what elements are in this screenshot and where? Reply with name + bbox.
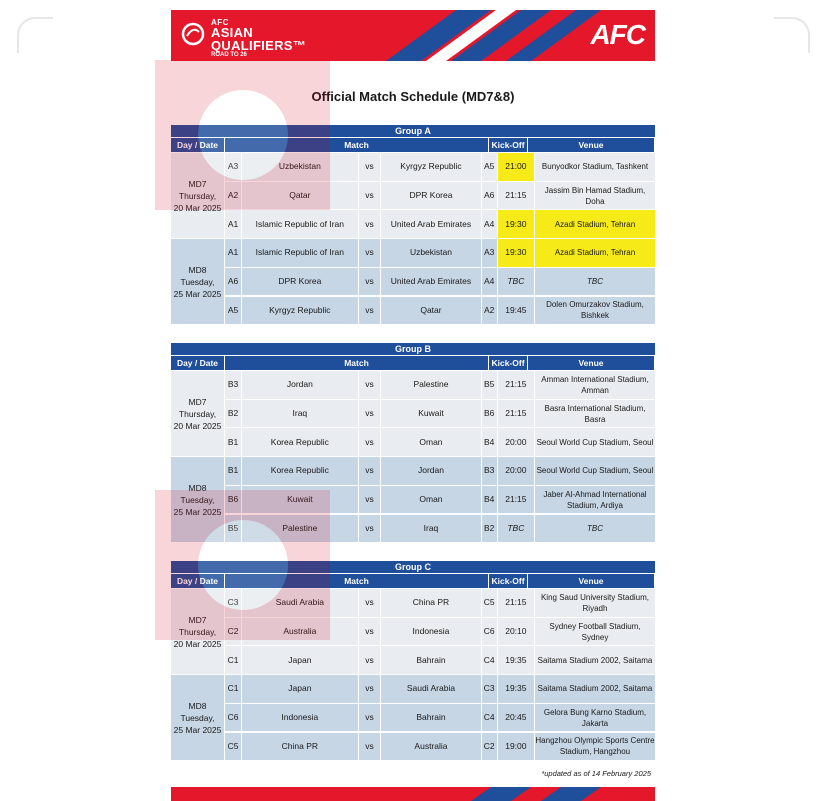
asian-qualifiers-label (211, 26, 306, 52)
table-row (225, 400, 655, 428)
team1-code: C6 (225, 704, 241, 732)
table-row (225, 210, 655, 238)
team1-name: Qatar (242, 182, 357, 210)
table-row (225, 618, 655, 646)
team2-code: B2 (482, 515, 497, 543)
table-row (225, 268, 655, 296)
kickoff-time: 19:00 (498, 733, 534, 761)
kickoff-time: 19:30 (498, 239, 534, 267)
afc-small-label: AFC (211, 18, 229, 27)
matchday-block (171, 153, 224, 238)
team2-code: C3 (482, 675, 497, 703)
matchday-date: 20 Mar 2025 (173, 420, 222, 431)
team1-name: Iraq (242, 400, 357, 428)
group-header: Group A (171, 125, 655, 137)
title-line-1: ASIAN (211, 25, 253, 40)
team2-code: B6 (482, 400, 497, 428)
team2-name: Iraq (381, 515, 480, 543)
venue-name: Azadi Stadium, Tehran (535, 210, 655, 238)
kickoff-time: 21:15 (498, 486, 534, 514)
team1-code: A1 (225, 210, 241, 238)
kickoff-time: 19:35 (498, 675, 534, 703)
vs-label: vs (359, 182, 381, 210)
team1-name: DPR Korea (242, 268, 357, 296)
matchday-day: Tuesday, (180, 276, 215, 287)
match-rows (171, 588, 655, 760)
matchday-block (171, 675, 224, 760)
matchday-md: MD7 (188, 178, 207, 189)
team2-name: Jordan (381, 457, 480, 485)
team2-code: B4 (482, 486, 497, 514)
kickoff-time: 21:15 (498, 400, 534, 428)
team2-code: C2 (482, 733, 497, 761)
venue-name: Seoul World Cup Stadium, Seoul (535, 428, 655, 456)
column-headers (171, 574, 655, 588)
table-row (225, 515, 655, 543)
team2-code: A5 (482, 153, 497, 181)
team2-code: C4 (482, 704, 497, 732)
table-row (225, 675, 655, 703)
team1-code: B1 (225, 457, 241, 485)
team2-code: C5 (482, 589, 497, 617)
team2-code: A6 (482, 182, 497, 210)
team2-code: B4 (482, 428, 497, 456)
team2-code: A4 (482, 268, 497, 296)
column-headers (171, 356, 655, 370)
team1-code: A5 (225, 297, 241, 325)
team2-code: A2 (482, 297, 497, 325)
venue-header: Venue (528, 574, 654, 588)
matchday-block (171, 371, 224, 456)
kickoff-time: 20:45 (498, 704, 534, 732)
vs-label: vs (359, 733, 381, 761)
team2-name: Qatar (381, 297, 480, 325)
kickoff-time: 20:10 (498, 618, 534, 646)
team1-name: Uzbekistan (242, 153, 357, 181)
team2-name: DPR Korea (381, 182, 480, 210)
kickoff-time: 19:35 (498, 646, 534, 674)
vs-label: vs (359, 268, 381, 296)
venue-name: King Saud University Stadium, Riyadh (535, 589, 655, 617)
matchday-day: Tuesday, (180, 712, 215, 723)
table-row (225, 371, 655, 399)
team2-name: Australia (381, 733, 480, 761)
venue-name: TBC (535, 515, 655, 543)
kickoff-header: Kick-Off (489, 356, 527, 370)
team2-name: Bahrain (381, 646, 480, 674)
team1-code: C1 (225, 646, 241, 674)
table-row (225, 486, 655, 514)
matchday-md: MD8 (188, 700, 207, 711)
team1-code: B1 (225, 428, 241, 456)
vs-label: vs (359, 371, 381, 399)
team2-name: United Arab Emirates (381, 268, 480, 296)
vs-label: vs (359, 486, 381, 514)
matchday-block (171, 589, 224, 674)
road-to-26-label: ROAD TO 26 (211, 52, 247, 58)
team1-name: Japan (242, 646, 357, 674)
matchday-date: 20 Mar 2025 (173, 638, 222, 649)
team1-name: Korea Republic (242, 457, 357, 485)
match-rows (171, 152, 655, 324)
group-header: Group C (171, 561, 655, 573)
team1-name: Islamic Republic of Iran (242, 210, 357, 238)
team1-name: Indonesia (242, 704, 357, 732)
venue-name: Saitama Stadium 2002, Saitama (535, 646, 655, 674)
venue-header: Venue (528, 356, 654, 370)
venue-name: Azadi Stadium, Tehran (535, 239, 655, 267)
team1-name: Saudi Arabia (242, 589, 357, 617)
team2-code: C4 (482, 646, 497, 674)
table-row (225, 239, 655, 267)
team1-code: B6 (225, 486, 241, 514)
team2-name: Bahrain (381, 704, 480, 732)
matchday-date: 25 Mar 2025 (173, 288, 222, 299)
team1-code: C1 (225, 675, 241, 703)
vs-label: vs (359, 675, 381, 703)
venue-name: TBC (535, 268, 655, 296)
team1-name: Australia (242, 618, 357, 646)
vs-label: vs (359, 515, 381, 543)
day-date-header: Day / Date (171, 574, 224, 588)
venue-name: Seoul World Cup Stadium, Seoul (535, 457, 655, 485)
team2-name: Kuwait (381, 400, 480, 428)
table-row (225, 704, 655, 732)
venue-name: Basra International Stadium, Basra (535, 400, 655, 428)
column-headers (171, 138, 655, 152)
table-row (225, 153, 655, 181)
venue-name: Jaber Al-Ahmad International Stadium, Ardiya (535, 486, 655, 514)
vs-label: vs (359, 400, 381, 428)
matchday-date: 25 Mar 2025 (173, 506, 222, 517)
team2-code: B3 (482, 457, 497, 485)
vs-label: vs (359, 704, 381, 732)
vs-label: vs (359, 210, 381, 238)
team1-code: B5 (225, 515, 241, 543)
schedule-document (171, 0, 655, 799)
group-table (171, 561, 655, 760)
document-title: Official Match Schedule (MD7&8) (311, 89, 515, 104)
matchday-block (171, 457, 224, 542)
team2-code: B5 (482, 371, 497, 399)
team1-code: B3 (225, 371, 241, 399)
team1-name: Korea Republic (242, 428, 357, 456)
team2-code: A4 (482, 210, 497, 238)
team1-code: C3 (225, 589, 241, 617)
day-date-header: Day / Date (171, 138, 224, 152)
frame-corner-top-right (774, 17, 810, 53)
footnote: *updated as of 14 February 2025 (541, 769, 651, 778)
kickoff-time: 21:00 (498, 153, 534, 181)
table-row (225, 589, 655, 617)
team1-code: A6 (225, 268, 241, 296)
title-line-2: QUALIFIERS™ (211, 38, 307, 53)
kickoff-time: 19:30 (498, 210, 534, 238)
vs-label: vs (359, 428, 381, 456)
table-row (225, 646, 655, 674)
venue-name: Amman International Stadium, Amman (535, 371, 655, 399)
kickoff-time: TBC (498, 268, 534, 296)
team2-code: A3 (482, 239, 497, 267)
kickoff-time: 19:45 (498, 297, 534, 325)
team1-name: Kuwait (242, 486, 357, 514)
day-date-header: Day / Date (171, 356, 224, 370)
kickoff-header: Kick-Off (489, 138, 527, 152)
vs-label: vs (359, 646, 381, 674)
matchday-md: MD7 (188, 614, 207, 625)
team1-name: Palestine (242, 515, 357, 543)
venue-name: Sydney Football Stadium, Sydney (535, 618, 655, 646)
team2-name: Kyrgyz Republic (381, 153, 480, 181)
team1-name: Islamic Republic of Iran (242, 239, 357, 267)
venue-header: Venue (528, 138, 654, 152)
table-row (225, 182, 655, 210)
group-table (171, 125, 655, 324)
vs-label: vs (359, 153, 381, 181)
team1-name: Jordan (242, 371, 357, 399)
venue-name: Hangzhou Olympic Sports Centre Stadium, Hangzhou (535, 733, 655, 761)
matchday-day: Thursday, (178, 626, 217, 637)
kickoff-time: 21:15 (498, 589, 534, 617)
matchday-day: Tuesday, (180, 494, 215, 505)
team1-code: A3 (225, 153, 241, 181)
vs-label: vs (359, 239, 381, 267)
kickoff-time: 20:00 (498, 428, 534, 456)
venue-name: Bunyodkor Stadium, Tashkent (535, 153, 655, 181)
team1-code: A2 (225, 182, 241, 210)
match-header: Match (225, 574, 488, 588)
kickoff-time: 21:15 (498, 371, 534, 399)
matchday-day: Thursday, (178, 190, 217, 201)
kickoff-time: 20:00 (498, 457, 534, 485)
matchday-block (171, 239, 224, 324)
match-rows (171, 370, 655, 542)
matchday-md: MD8 (188, 482, 207, 493)
team2-name: Uzbekistan (381, 239, 480, 267)
team2-code: C6 (482, 618, 497, 646)
match-header: Match (225, 138, 488, 152)
matchday-md: MD7 (188, 396, 207, 407)
afc-banner (171, 10, 655, 61)
team1-name: China PR (242, 733, 357, 761)
team2-name: Saudi Arabia (381, 675, 480, 703)
venue-name: Saitama Stadium 2002, Saitama (535, 675, 655, 703)
matchday-md: MD8 (188, 264, 207, 275)
team1-code: C2 (225, 618, 241, 646)
matchday-date: 25 Mar 2025 (173, 724, 222, 735)
vs-label: vs (359, 457, 381, 485)
table-row (225, 457, 655, 485)
venue-name: Dolen Omurzakov Stadium, Bishkek (535, 297, 655, 325)
venue-name: Jassim Bin Hamad Stadium, Doha (535, 182, 655, 210)
vs-label: vs (359, 618, 381, 646)
kickoff-time: 21:15 (498, 182, 534, 210)
group-header: Group B (171, 343, 655, 355)
afc-logo: AFC (590, 19, 645, 50)
table-row (225, 297, 655, 325)
team2-name: Oman (381, 486, 480, 514)
kickoff-header: Kick-Off (489, 574, 527, 588)
vs-label: vs (359, 297, 381, 325)
matchday-date: 20 Mar 2025 (173, 202, 222, 213)
vs-label: vs (359, 589, 381, 617)
matchday-day: Thursday, (178, 408, 217, 419)
team1-code: A1 (225, 239, 241, 267)
team2-name: Palestine (381, 371, 480, 399)
table-row (225, 428, 655, 456)
team1-code: B2 (225, 400, 241, 428)
team1-name: Japan (242, 675, 357, 703)
team2-name: Indonesia (381, 618, 480, 646)
venue-name: Gelora Bung Karno Stadium, Jakarta (535, 704, 655, 732)
team2-name: United Arab Emirates (381, 210, 480, 238)
kickoff-time: TBC (498, 515, 534, 543)
match-header: Match (225, 356, 488, 370)
asian-qualifiers-emblem-icon (181, 22, 205, 46)
frame-corner-top-left (17, 17, 53, 53)
team1-code: C5 (225, 733, 241, 761)
team1-name: Kyrgyz Republic (242, 297, 357, 325)
table-row (225, 733, 655, 761)
team2-name: Oman (381, 428, 480, 456)
group-table (171, 343, 655, 542)
team2-name: China PR (381, 589, 480, 617)
